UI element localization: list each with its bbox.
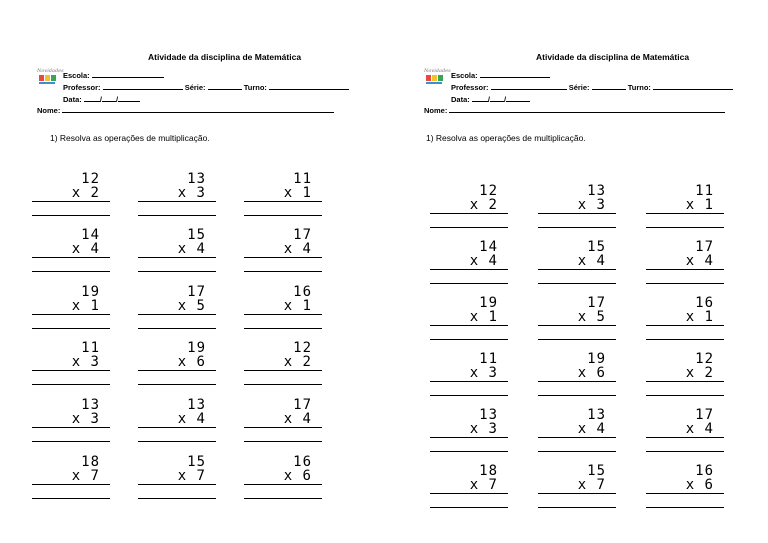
problem [538,240,616,284]
answer-line[interactable] [244,384,322,385]
multiplier: x 7 [577,477,606,493]
multiplier: x 4 [577,421,606,437]
problem [430,296,508,340]
problem [32,455,110,499]
multiplier: x 4 [177,411,206,427]
turno-label: Turno: [243,83,267,92]
professor-field[interactable] [451,82,733,92]
multiplier: x 1 [283,298,312,314]
worksheet-title: Atividade da disciplina de Matemática [536,52,690,62]
multiplier: x 4 [469,253,498,269]
multiplicand: 13 [587,183,606,199]
multiplicand: 11 [81,340,100,356]
multiplier: x 4 [283,241,312,257]
answer-line[interactable] [138,384,216,385]
operation-rule [430,325,508,326]
operation-rule [138,257,216,258]
problem [430,352,508,396]
operation-rule [646,437,724,438]
operation-rule [32,257,110,258]
operation-rule [538,493,616,494]
multiplicand: 13 [81,397,100,413]
multiplicand: 13 [479,407,498,423]
operation-rule [430,493,508,494]
answer-line[interactable] [138,328,216,329]
problem [32,285,110,329]
answer-line[interactable] [32,215,110,216]
problem [646,464,724,508]
problem [538,464,616,508]
answer-line[interactable] [538,451,616,452]
professor-field[interactable] [63,82,349,92]
problem [32,341,110,385]
operation-rule [138,314,216,315]
multiplicand: 12 [695,351,714,367]
multiplier: x 7 [469,477,498,493]
multiplier: x 3 [469,421,498,437]
multiplicand: 17 [587,295,606,311]
problem [32,172,110,216]
answer-line[interactable] [646,227,724,228]
problem [538,408,616,452]
multiplier: x 2 [71,185,100,201]
answer-line[interactable] [244,271,322,272]
answer-line[interactable] [646,283,724,284]
problem [538,296,616,340]
operation-rule [538,213,616,214]
worksheet-right [384,0,768,543]
multiplier: x 4 [577,253,606,269]
problem [646,408,724,452]
multiplier: x 3 [469,365,498,381]
multiplicand: 18 [81,454,100,470]
answer-line[interactable] [32,441,110,442]
multiplier: x 4 [685,253,714,269]
problem [138,398,216,442]
answer-line[interactable] [430,339,508,340]
operation-rule [430,269,508,270]
multiplicand: 17 [695,407,714,423]
problem [244,341,322,385]
answer-line[interactable] [538,507,616,508]
data-field[interactable] [63,94,140,104]
logo-text: Novidades [37,68,64,74]
multiplicand: 17 [695,239,714,255]
escola-label: Escola: [63,71,90,80]
multiplier: x 3 [577,197,606,213]
multiplier: x 4 [283,411,312,427]
operation-rule [244,484,322,485]
answer-line[interactable] [430,395,508,396]
multiplicand: 17 [293,227,312,243]
data-field[interactable] [451,94,530,104]
multiplicand: 15 [587,463,606,479]
school-logo [37,68,64,88]
multiplicand: 14 [81,227,100,243]
professor-label: Professor: [451,83,489,92]
multiplier: x 6 [177,354,206,370]
escola-field[interactable] [63,70,164,80]
problem [244,455,322,499]
operation-rule [430,437,508,438]
answer-line[interactable] [244,498,322,499]
nome-label: Nome: [37,106,61,115]
answer-line[interactable] [538,395,616,396]
problem [430,464,508,508]
answer-line[interactable] [138,215,216,216]
multiplier: x 4 [177,241,206,257]
serie-label: Série: [184,83,206,92]
operation-rule [138,201,216,202]
operation-rule [538,269,616,270]
answer-line[interactable] [538,339,616,340]
answer-line[interactable] [32,384,110,385]
problem [138,172,216,216]
multiplicand: 19 [81,284,100,300]
instruction: 1) Resolva as operações de multiplicação. [50,133,210,143]
instruction: 1) Resolva as operações de multiplicação. [426,133,586,143]
operation-rule [244,314,322,315]
answer-line[interactable] [646,507,724,508]
answer-line[interactable] [138,441,216,442]
multiplicand: 12 [81,171,100,187]
multiplicand: 12 [479,183,498,199]
multiplier: x 1 [685,309,714,325]
multiplier: x 2 [685,365,714,381]
operation-rule [646,493,724,494]
operation-rule [244,370,322,371]
problem [430,408,508,452]
answer-line[interactable] [244,441,322,442]
escola-label: Escola: [451,71,478,80]
problem [138,455,216,499]
multiplicand: 17 [293,397,312,413]
problem [646,184,724,228]
answer-line[interactable] [538,283,616,284]
multiplicand: 15 [187,227,206,243]
problem [430,240,508,284]
answer-line[interactable] [138,271,216,272]
answer-line[interactable] [646,339,724,340]
turno-label: Turno: [627,83,651,92]
operation-rule [430,213,508,214]
multiplier: x 7 [177,468,206,484]
multiplicand: 15 [587,239,606,255]
multiplier: x 5 [577,309,606,325]
multiplicand: 19 [479,295,498,311]
date-separator: / [99,95,102,104]
multiplier: x 3 [71,411,100,427]
multiplicand: 13 [587,407,606,423]
operation-rule [244,201,322,202]
operation-rule [32,370,110,371]
operation-rule [32,314,110,315]
operation-rule [32,484,110,485]
multiplier: x 2 [469,197,498,213]
problem [244,228,322,272]
problem [646,240,724,284]
multiplier: x 6 [685,477,714,493]
multiplier: x 1 [283,185,312,201]
problem [32,398,110,442]
answer-line[interactable] [538,227,616,228]
multiplicand: 18 [479,463,498,479]
multiplicand: 16 [695,463,714,479]
problem [244,285,322,329]
answer-line[interactable] [244,328,322,329]
multiplicand: 19 [187,340,206,356]
multiplier: x 5 [177,298,206,314]
answer-line[interactable] [244,215,322,216]
operation-rule [244,257,322,258]
multiplier: x 4 [685,421,714,437]
nome-field[interactable] [37,105,334,115]
answer-line[interactable] [430,507,508,508]
date-separator: / [503,95,507,104]
nome-label: Nome: [424,106,448,115]
operation-rule [538,381,616,382]
school-logo [424,68,451,88]
multiplier: x 1 [71,298,100,314]
logo-text: Novidades [424,68,451,74]
multiplier: x 4 [71,241,100,257]
date-separator: / [487,95,490,104]
data-label: Data: [451,95,470,104]
multiplier: x 6 [283,468,312,484]
problem [538,184,616,228]
problem [646,352,724,396]
multiplier: x 1 [469,309,498,325]
answer-line[interactable] [646,395,724,396]
multiplicand: 13 [187,397,206,413]
operation-rule [244,427,322,428]
problem [244,398,322,442]
multiplicand: 15 [187,454,206,470]
answer-line[interactable] [430,227,508,228]
multiplicand: 19 [587,351,606,367]
operation-rule [138,370,216,371]
date-separator: / [115,95,119,104]
multiplier: x 3 [177,185,206,201]
problem [138,285,216,329]
multiplicand: 11 [479,351,498,367]
answer-line[interactable] [32,271,110,272]
problem [138,228,216,272]
multiplier: x 6 [577,365,606,381]
multiplicand: 11 [293,171,312,187]
operation-rule [430,381,508,382]
problem [244,172,322,216]
operation-rule [538,437,616,438]
multiplier: x 1 [685,197,714,213]
answer-line[interactable] [430,451,508,452]
operation-rule [646,325,724,326]
problem [430,184,508,228]
data-label: Data: [63,95,82,104]
operation-rule [646,213,724,214]
operation-rule [138,427,216,428]
problem [646,296,724,340]
multiplicand: 17 [187,284,206,300]
answer-line[interactable] [430,283,508,284]
operation-rule [646,269,724,270]
multiplier: x 7 [71,468,100,484]
answer-line[interactable] [32,498,110,499]
problem [32,228,110,272]
operation-rule [538,325,616,326]
serie-label: Série: [568,83,590,92]
worksheet-title: Atividade da disciplina de Matemática [148,52,302,62]
answer-line[interactable] [32,328,110,329]
professor-label: Professor: [63,83,101,92]
answer-line[interactable] [138,498,216,499]
multiplicand: 14 [479,239,498,255]
multiplicand: 16 [695,295,714,311]
multiplier: x 2 [283,354,312,370]
multiplicand: 13 [187,171,206,187]
multiplicand: 16 [293,284,312,300]
multiplicand: 11 [695,183,714,199]
multiplier: x 3 [71,354,100,370]
operation-rule [138,484,216,485]
problem [138,341,216,385]
nome-field[interactable] [424,105,725,115]
operation-rule [32,201,110,202]
multiplicand: 16 [293,454,312,470]
answer-line[interactable] [646,451,724,452]
operation-rule [32,427,110,428]
escola-field[interactable] [451,70,550,80]
operation-rule [646,381,724,382]
problem [538,352,616,396]
multiplicand: 12 [293,340,312,356]
